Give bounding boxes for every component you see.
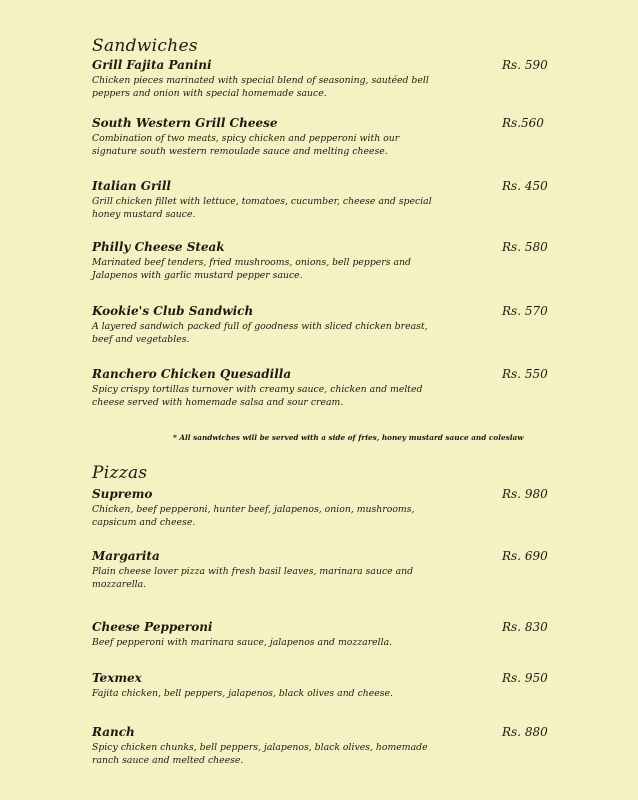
menu-item bbox=[92, 671, 552, 700]
item-name: Grill Fajita Panini bbox=[92, 58, 212, 72]
item-name: Ranch bbox=[92, 725, 135, 739]
item-description: Spicy chicken chunks, bell peppers, jalapenos, black olives, homemade ranch sauce and melted cheese. bbox=[92, 742, 428, 766]
item-description: Marinated beef tenders, fried mushrooms, onions, bell peppers and Jalapenos with garlic mustard pepper sauce. bbox=[92, 257, 411, 281]
item-name: Ranchero Chicken Quesadilla bbox=[92, 367, 292, 381]
menu-item bbox=[92, 116, 552, 158]
menu-item bbox=[92, 367, 552, 409]
menu-item bbox=[92, 549, 552, 591]
item-description: A layered sandwich packed full of goodness with sliced chicken breast, beef and vegetables. bbox=[92, 321, 428, 345]
item-name: Supremo bbox=[92, 487, 153, 501]
item-description: Chicken pieces marinated with special blend of seasoning, sautéed bell peppers and onion with special homemade sauce. bbox=[92, 75, 429, 99]
menu-item bbox=[92, 58, 552, 100]
item-price: Rs. 980 bbox=[502, 487, 548, 501]
item-description: Grill chicken fillet with lettuce, tomatoes, cucumber, cheese and special honey mustard sauce. bbox=[92, 196, 432, 220]
menu-item bbox=[92, 725, 552, 767]
item-name: Italian Grill bbox=[92, 179, 171, 193]
item-description: Spicy crispy tortillas turnover with creamy sauce, chicken and melted cheese served with homemade salsa and sour cream. bbox=[92, 384, 423, 408]
item-price: Rs. 830 bbox=[502, 620, 548, 634]
item-price: Rs. 690 bbox=[502, 549, 548, 563]
item-name: South Western Grill Cheese bbox=[92, 116, 278, 130]
item-description: Combination of two meats, spicy chicken and pepperoni with our signature south western remoulade sauce and melting cheese. bbox=[92, 133, 400, 157]
menu-item bbox=[92, 487, 552, 529]
item-name: Kookie's Club Sandwich bbox=[92, 304, 254, 318]
sandwiches-heading: Sandwiches bbox=[92, 36, 198, 56]
item-price: Rs. 880 bbox=[502, 725, 548, 739]
item-name: Margarita bbox=[92, 549, 160, 563]
pizzas-heading: Pizzas bbox=[92, 463, 148, 483]
menu-item bbox=[92, 179, 552, 221]
menu-item bbox=[92, 240, 552, 282]
item-price: Rs. 450 bbox=[502, 179, 548, 193]
item-description: Fajita chicken, bell peppers, jalapenos, black olives and cheese. bbox=[92, 688, 394, 699]
item-name: Philly Cheese Steak bbox=[92, 240, 225, 254]
item-price: Rs.560 bbox=[502, 116, 544, 130]
item-description: Chicken, beef pepperoni, hunter beef, jalapenos, onion, mushrooms, capsicum and cheese. bbox=[92, 504, 415, 528]
item-name: Texmex bbox=[92, 671, 142, 685]
menu-item bbox=[92, 304, 552, 346]
item-price: Rs. 580 bbox=[502, 240, 548, 254]
item-price: Rs. 950 bbox=[502, 671, 548, 685]
item-price: Rs. 590 bbox=[502, 58, 548, 72]
sandwiches-footnote: * All sandwiches will be served with a side of fries, honey mustard sauce and coleslaw bbox=[173, 433, 524, 442]
item-description: Beef pepperoni with marinara sauce, jalapenos and mozzarella. bbox=[92, 637, 393, 648]
item-name: Cheese Pepperoni bbox=[92, 620, 213, 634]
menu-item bbox=[92, 620, 552, 649]
item-price: Rs. 570 bbox=[502, 304, 548, 318]
item-price: Rs. 550 bbox=[502, 367, 548, 381]
item-description: Plain cheese lover pizza with fresh basil leaves, marinara sauce and mozzarella. bbox=[92, 566, 414, 590]
